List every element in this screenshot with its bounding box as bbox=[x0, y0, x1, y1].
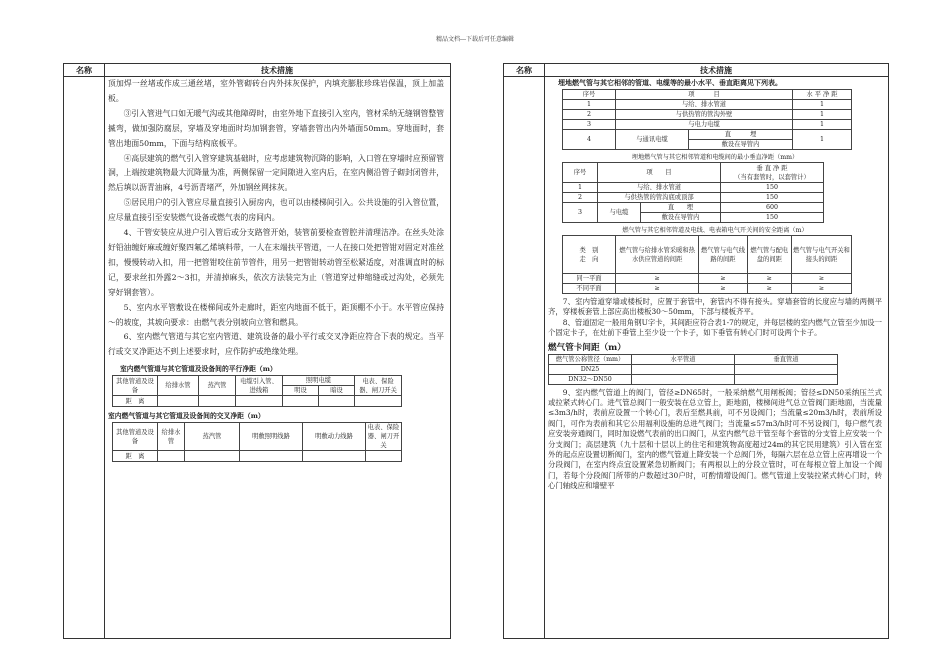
cell-value: 150 bbox=[721, 183, 824, 193]
horizontal-distance-table bbox=[562, 89, 852, 150]
cell-value: ≥ bbox=[616, 284, 699, 294]
left-para-1: 顶加焊一丝堵或作成三通丝堵，室外管砌砖台内外抹灰保护，内填充膨胀珍珠岩保温，顶上加盖板。 bbox=[108, 79, 444, 103]
cell-value: 600 bbox=[721, 203, 824, 213]
cell-empty bbox=[735, 364, 838, 374]
cell-meter-switch: 电表、保险器、闸刀开关 bbox=[355, 376, 402, 396]
cross-distance-table bbox=[112, 422, 402, 462]
cell-value: ≥ bbox=[792, 284, 852, 294]
left-para-7: 6、室内燃气管道与其它室内管道、建筑设备的最小平行或交叉净距应符合下表的规定。当平行或交叉净距达不到上述要求时，应作防护或绝缘处理。 bbox=[108, 332, 444, 357]
cell-seq: 3 bbox=[563, 120, 616, 130]
cell-seq: 2 bbox=[563, 110, 616, 120]
cell-value: 1 bbox=[793, 110, 852, 120]
left-body bbox=[108, 77, 444, 638]
cell-empty bbox=[158, 396, 199, 407]
cell-empty bbox=[303, 451, 366, 462]
cell-item-header: 项 目 bbox=[598, 163, 721, 183]
measures-column-header: 技术措施 bbox=[261, 65, 293, 75]
cell-electric-line-header: 燃气管与电气线路的间距 bbox=[699, 236, 747, 274]
cell-diameter: DN32～DN50 bbox=[549, 374, 632, 384]
cell-switch-joint-header: 燃气管与电气开关和接头的间距 bbox=[792, 236, 852, 274]
left-para-2: ③引入管进气口如无暖气沟或其他障碍时，由室外地下直接引入室内，管材采纳无缝钢管整管揻弯，做加强防腐层，穿墙及穿地面时均加钢套管，穿墙套管出内外墙面50mm。穿地面时，套管出地面50mm，下面与结构底板平。 bbox=[108, 108, 444, 148]
sleeve-note: （当有套管时，以套管计） bbox=[734, 173, 810, 181]
cell-seq: 4 bbox=[563, 130, 616, 150]
cell-meter-switch: 电表、保险器、闸刀开关 bbox=[366, 423, 402, 451]
cell-value: ≥ bbox=[747, 284, 791, 294]
safety-distance-table bbox=[562, 235, 852, 294]
cell-sub-item: 直 埋 bbox=[689, 130, 793, 140]
name-column-header: 名称 bbox=[504, 64, 545, 76]
vertical-distance-table bbox=[562, 162, 824, 223]
cell-category-header: 类 别 走 向 bbox=[563, 236, 616, 274]
left-para-4: ⑤居民用户的引入管应尽量直接引入厨房内，也可以由楼梯间引入。公共设施的引入管位置，应尽量直接引至安装燃气设备或燃气表的房间内。 bbox=[108, 198, 444, 223]
cell-seq-header: 序号 bbox=[563, 90, 616, 100]
right-page-panel bbox=[503, 63, 889, 639]
cell-value: ≥ bbox=[616, 274, 699, 284]
cell-empty bbox=[283, 396, 319, 407]
cell-sub-item: 直 埋 bbox=[641, 203, 721, 213]
cell-other-equipment: 其他管道及设备 bbox=[113, 376, 158, 396]
cell-horizontal-header: 水平管道 bbox=[632, 354, 735, 364]
cell-seq: 2 bbox=[563, 193, 598, 203]
cell-value: 150 bbox=[721, 193, 824, 203]
cell-empty bbox=[158, 451, 185, 462]
buried-pipe-section-title: 埋地燃气管与其它相邻的管道、电缆等的最小水平、垂直距离见下列表。 bbox=[558, 78, 782, 87]
cell-seq-header: 序号 bbox=[563, 163, 598, 183]
parallel-distance-table bbox=[112, 375, 402, 407]
cell-seq: 1 bbox=[563, 183, 598, 193]
left-page-panel bbox=[63, 63, 451, 639]
right-column-divider bbox=[544, 76, 545, 638]
cell-seq: 3 bbox=[563, 203, 598, 223]
right-para-8: 8、管道固定一般用角钢U字卡，其间距应符合表1-7的规定，并每层楼的室内燃气立管至少加设一个固定卡子，在灶前下垂管上至少设一个卡子，如下垂管有转心门时可设两个卡子。 bbox=[548, 317, 882, 338]
cell-water-pipe: 给排水管 bbox=[158, 376, 199, 396]
cell-same-plane: 同一平面 bbox=[563, 274, 616, 284]
cell-seq: 1 bbox=[563, 100, 616, 110]
name-column-header: 名称 bbox=[64, 64, 105, 76]
cell-diameter-header: 燃气管公称管径（mm） bbox=[549, 354, 632, 364]
cell-empty bbox=[240, 451, 303, 462]
cell-item-header: 项 目 bbox=[616, 90, 793, 100]
cell-sub-item: 敷设在导管内 bbox=[641, 213, 721, 223]
cell-item: 与供热管的管沟底或顶部 bbox=[598, 193, 721, 203]
vertical-distance-table-title: 埋地燃气管与其它相邻管道和电缆间的最小垂直净距（mm） bbox=[631, 154, 799, 161]
cell-value: 1 bbox=[793, 130, 852, 150]
measures-column-header: 技术措施 bbox=[700, 65, 732, 75]
cell-sub-item: 敷设在导管内 bbox=[689, 140, 793, 150]
cell-empty bbox=[319, 396, 355, 407]
cell-empty bbox=[632, 364, 735, 374]
cell-switchboard-header: 燃气管与配电盘的间距 bbox=[747, 236, 791, 274]
cell-item: 与通讯电缆 bbox=[616, 130, 689, 150]
cell-other-equipment: 其他管道及设备 bbox=[113, 423, 158, 451]
cell-different-plane: 不同平面 bbox=[563, 284, 616, 294]
cell-empty bbox=[632, 374, 735, 384]
cell-empty bbox=[199, 396, 236, 407]
cell-distance-label: 距 离 bbox=[113, 451, 158, 462]
cell-value: ≥ bbox=[699, 284, 747, 294]
page-header-note: 精品文档---下载后可任意编辑 bbox=[435, 36, 515, 43]
pipe-clamp-table-title: 燃气管卡间距（m） bbox=[548, 342, 626, 353]
cell-distance-header: 水 平 净 距 bbox=[793, 90, 852, 100]
right-para-9: 9、室内燃气管道上的阀门，管径≥DN65时，一般采纳燃气用闸板阀；管径≤DN50采纳压兰式或拉紧式转心门。进气管总阀门一般安装在总立管上，距地面，楼梯间进气总立管阀门距地面，当流量≤3m3/h时，表前应设置一个转心门，表后至燃具前，可不另设阀门；当流量≤20m3/h时，表前所设阀门，可作为表前和其它公用福利设施的总进气阀门；当流量≤57m3/h时可不另设阀门，每户燃气表应安装旁通阀门，同时加设燃气表前的出口阀门，从室内燃气总干管至每个套管的分支管上应安装一个分支阀门；高层建筑（九十层和十层以上的住宅和建筑物高度超过24m的其它民用建筑）引入管在室外的起点应设置切断阀门，室内的燃气管道上降安装一个总阀门外，每隔六层在总立管上应再增设一个分段阀门，在室内终点宜设置紧急切断阀门；有两根以上的分段立管时，可在每根立管上加设一个阀门，若每个分段阀门所带的户数超过30户时，可酌情增设阀门。燃气管道上安装拉紧式转心门时，转心门轴线应和墙壁平 bbox=[548, 387, 882, 491]
vertical-distance-label: 垂 直 净 距 bbox=[756, 164, 788, 172]
cell-item: 与电缆 bbox=[598, 203, 641, 223]
left-para-3: ④高层建筑的燃气引入管穿建筑基础时，应考虑建筑物沉降的影响，入口管在穿墙时应预留管洞，上端按建筑物最大沉降量为准，两侧保留一定间隙进入室内后，在室内侧沿管子砌封闭管井，然后填以沥青油麻，4号沥青堵严，外加钢丝网抹灰。 bbox=[108, 153, 444, 193]
left-column-divider bbox=[104, 76, 105, 638]
cell-item: 与电力电缆 bbox=[616, 120, 793, 130]
left-column-header bbox=[64, 64, 450, 77]
cell-empty bbox=[236, 396, 283, 407]
right-para-7: 7、室内管道穿墙或楼板时，应置于套管中，套管内不得有接头。穿墙套管的长度应与墙的两侧平齐，穿楼板套管上部应高出楼板30～50mm，下部与楼板齐平。 bbox=[548, 297, 882, 317]
cell-value: 150 bbox=[721, 213, 824, 223]
left-para-6: 5、室内水平管敷设在楼梯间或外走廊时，距室内地面不低于，距顶棚不小于。水平管应保持～的坡度，其坡向要求：由燃气表分别坡向立管和燃具。 bbox=[108, 302, 444, 327]
cell-empty bbox=[185, 451, 240, 462]
cell-open-laid: 明设 bbox=[283, 386, 319, 396]
safety-distance-table-title: 燃气管与其它相邻管道及电线、电表箱电气开关间的安全距离（m） bbox=[622, 227, 808, 234]
cell-value: 1 bbox=[793, 100, 852, 110]
cell-item: 与供热管的管沟外壁 bbox=[616, 110, 793, 120]
cell-water-pipe: 给排水管 bbox=[158, 423, 185, 451]
cell-distance-header bbox=[721, 163, 824, 183]
pipe-clamp-table bbox=[548, 354, 838, 385]
cell-item: 与给、排水管道 bbox=[598, 183, 721, 193]
cell-value: 1 bbox=[793, 120, 852, 130]
cell-vertical-header: 垂直管道 bbox=[735, 354, 838, 364]
cell-distance-label: 距 离 bbox=[113, 396, 158, 407]
cell-diameter: DN25 bbox=[549, 364, 632, 374]
cell-item: 与给、排水管道 bbox=[616, 100, 793, 110]
right-column-header bbox=[504, 64, 888, 77]
right-body bbox=[548, 77, 882, 638]
left-para-5: 4、干管安装应从进户引入管后或分支路管开始，装管前要检查管腔并清理洁净。在丝头处涂好铅油缠好麻或缠好聚四氟乙烯填料带，一人在末端扶平管道，一人在接口处把管钳对固定对准丝扣，慢慢转动入扣，用一把管钳咬住前节管件，用另一把管钳转动管至松紧适度，对准调直时的标记，要求丝扣外露2～3扣，并清掉麻头，依次方法装完为止（管道穿过伸缩缝或过沟处，必须先穿好钢套管）。 bbox=[108, 228, 444, 297]
cell-empty bbox=[735, 374, 838, 384]
cell-value: ≥ bbox=[792, 274, 852, 284]
cell-open-power: 明敷动力线路 bbox=[303, 423, 366, 451]
cross-distance-table-title: 室内燃气管道与其它管道及设备间的交叉净距（m） bbox=[108, 412, 265, 421]
cell-value: ≥ bbox=[699, 274, 747, 284]
cell-lighting-cable: 照明电缆 bbox=[283, 376, 355, 386]
cell-empty bbox=[366, 451, 402, 462]
cell-open-lighting: 明敷照明线路 bbox=[240, 423, 303, 451]
cell-concealed: 暗设 bbox=[319, 386, 355, 396]
cell-power-cable-entry: 电缆引入管、进线箱 bbox=[236, 376, 283, 396]
cell-water-heat-header: 燃气管与给排水管采暖和热水供应管道的间距 bbox=[616, 236, 699, 274]
cell-value: ≥ bbox=[747, 274, 791, 284]
cell-steam-pipe: 蒸汽管 bbox=[185, 423, 240, 451]
cell-empty bbox=[355, 396, 402, 407]
cell-steam-pipe: 蒸汽管 bbox=[199, 376, 236, 396]
parallel-distance-table-title: 室内燃气管道与其它管道及设备间的平行净距（m） bbox=[120, 365, 277, 374]
